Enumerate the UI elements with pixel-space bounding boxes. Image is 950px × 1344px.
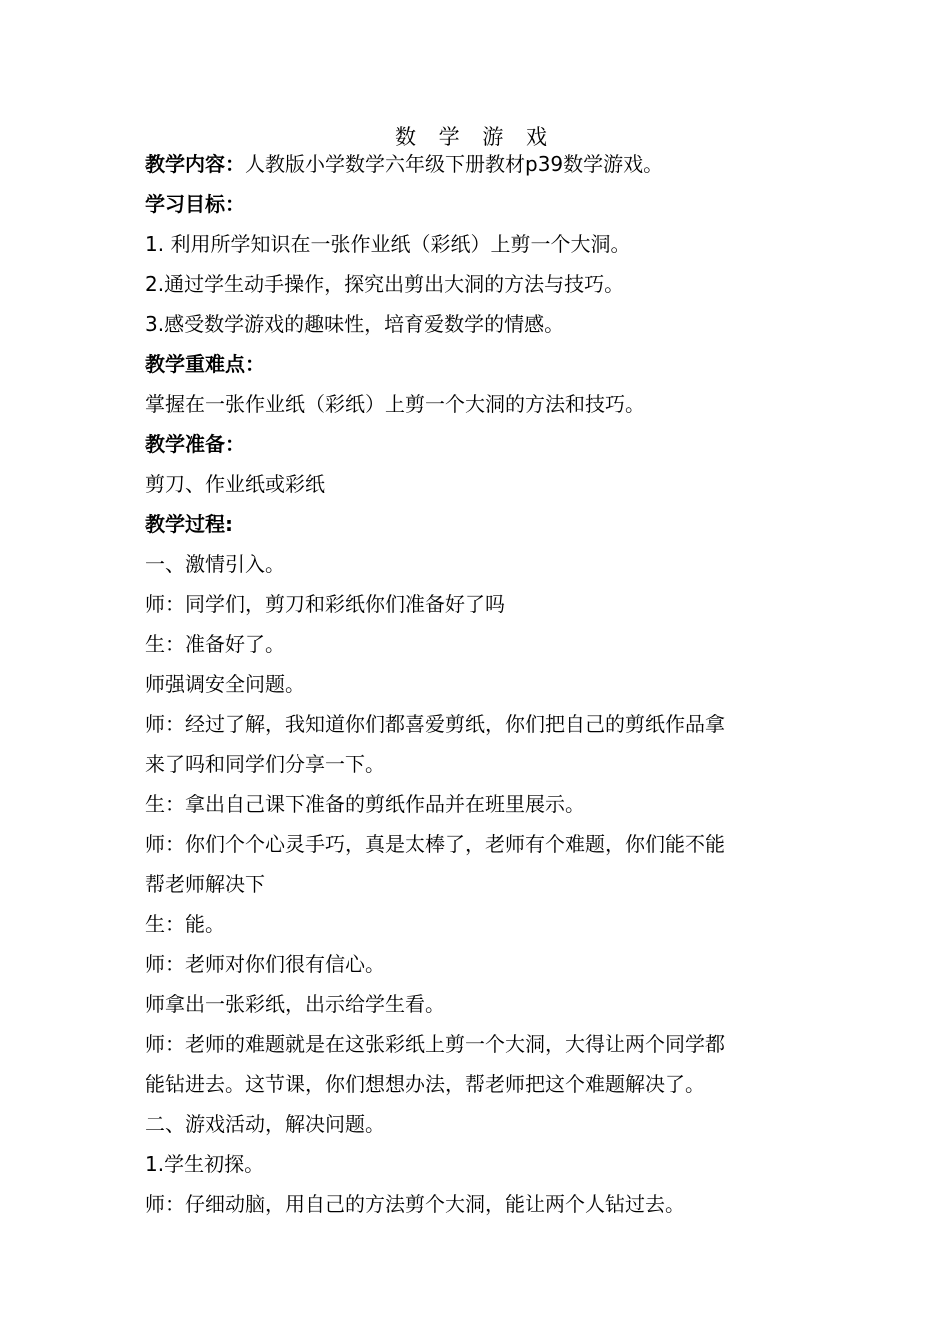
document-title: 数 学 游 戏 bbox=[394, 125, 556, 149]
paragraph-line bbox=[145, 944, 810, 984]
line-text: 师：老师的难题就是在这张彩纸上剪一个大洞，大得让两个同学都 bbox=[145, 1032, 725, 1056]
paragraph-line bbox=[145, 904, 810, 944]
line-key-difficulties bbox=[145, 344, 810, 384]
line-text: 生：能。 bbox=[145, 912, 225, 936]
paragraph-line bbox=[145, 1064, 810, 1104]
line-text: 1.学生初探。 bbox=[145, 1152, 265, 1176]
paragraph-line bbox=[145, 984, 810, 1024]
line-text: 生：准备好了。 bbox=[145, 632, 285, 656]
paragraph-line bbox=[145, 824, 810, 864]
line-text: 帮老师解决下 bbox=[145, 872, 265, 896]
paragraph-line bbox=[145, 464, 810, 504]
paragraph-line bbox=[145, 584, 810, 624]
goal-item bbox=[145, 264, 810, 304]
line-text: 师拿出一张彩纸，出示给学生看。 bbox=[145, 992, 445, 1016]
line-text: 师：同学们，剪刀和彩纸你们准备好了吗 bbox=[145, 592, 505, 616]
line-text: 师：老师对你们很有信心。 bbox=[145, 952, 385, 976]
line-text: 3.感受数学游戏的趣味性，培育爱数学的情感。 bbox=[145, 312, 565, 336]
paragraph-line bbox=[145, 384, 810, 424]
paragraph-line bbox=[145, 1184, 810, 1224]
line-text: 1. 利用所学知识在一张作业纸（彩纸）上剪一个大洞。 bbox=[145, 232, 631, 256]
document-body bbox=[145, 144, 810, 1224]
paragraph-line bbox=[145, 1104, 810, 1144]
line-text: 师：仔细动脑，用自己的方法剪个大洞，能让两个人钻过去。 bbox=[145, 1192, 685, 1216]
paragraph-line bbox=[145, 744, 810, 784]
line-text: 掌握在一张作业纸（彩纸）上剪一个大洞的方法和技巧。 bbox=[145, 392, 645, 416]
paragraph-line bbox=[145, 544, 810, 584]
section-label: 教学准备： bbox=[145, 432, 245, 456]
line-text: 一、激情引入。 bbox=[145, 552, 285, 576]
section-label: 教学重难点： bbox=[145, 352, 265, 376]
goal-item bbox=[145, 304, 810, 344]
paragraph-line bbox=[145, 664, 810, 704]
goal-item bbox=[145, 224, 810, 264]
line-text: 人教版小学数学六年级下册教材p39数学游戏。 bbox=[245, 152, 664, 176]
line-text: 2.通过学生动手操作，探究出剪出大洞的方法与技巧。 bbox=[145, 272, 625, 296]
line-text: 师：你们个个心灵手巧，真是太棒了，老师有个难题，你们能不能 bbox=[145, 832, 725, 856]
line-text: 生：拿出自己课下准备的剪纸作品并在班里展示。 bbox=[145, 792, 585, 816]
section-label: 学习目标： bbox=[145, 192, 245, 216]
line-text: 师强调安全问题。 bbox=[145, 672, 305, 696]
paragraph-line bbox=[145, 624, 810, 664]
paragraph-line bbox=[145, 704, 810, 744]
line-text: 师：经过了解，我知道你们都喜爱剪纸，你们把自己的剪纸作品拿 bbox=[145, 712, 725, 736]
line-text: 来了吗和同学们分享一下。 bbox=[145, 752, 385, 776]
line-text: 能钻进去。这节课，你们想想办法，帮老师把这个难题解决了。 bbox=[145, 1072, 705, 1096]
section-label: 教学过程: bbox=[145, 512, 233, 536]
paragraph-line bbox=[145, 1024, 810, 1064]
line-process bbox=[145, 504, 810, 544]
paragraph-line bbox=[145, 864, 810, 904]
line-teaching-content bbox=[145, 144, 810, 184]
line-text: 剪刀、作业纸或彩纸 bbox=[145, 472, 325, 496]
paragraph-line bbox=[145, 784, 810, 824]
paragraph-line bbox=[145, 1144, 810, 1184]
line-text: 二、游戏活动，解决问题。 bbox=[145, 1112, 385, 1136]
line-learning-goals bbox=[145, 184, 810, 224]
line-preparation bbox=[145, 424, 810, 464]
section-label: 教学内容： bbox=[145, 152, 245, 176]
